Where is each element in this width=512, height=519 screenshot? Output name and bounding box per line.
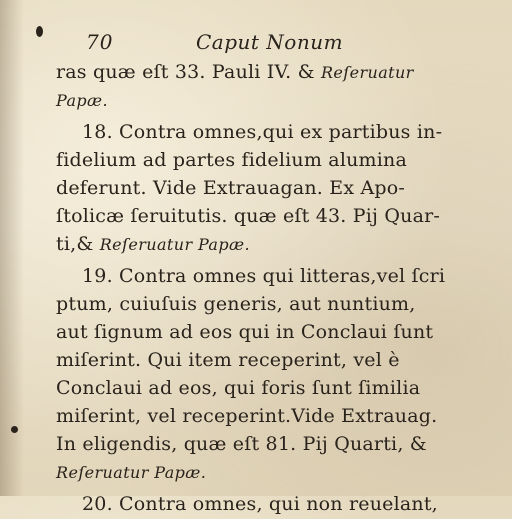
text-line: ras quæ eſt 33. Pauli IV. & Reſeruatur (56, 61, 414, 83)
text-line: Papæ. (56, 91, 108, 110)
text-line: fidelium ad partes fidelium alumina (56, 149, 407, 171)
text-line: Conclaui ad eos, qui foris ſunt ſimilia (56, 377, 421, 399)
text-line: aut ſignum ad eos qui in Conclaui ſunt (56, 321, 434, 343)
ink-spot (36, 26, 43, 37)
text-line: ti,& Reſeruatur Papæ. (56, 233, 250, 255)
text-line: Reſeruatur Papæ. (56, 463, 207, 482)
ink-spot (11, 426, 18, 433)
chapter-title: Caput Nonum (196, 30, 344, 54)
text-line: ſtolicæ ſeruitutis. quæ eſt 43. Pij Quar- (56, 205, 441, 227)
running-head (0, 30, 512, 60)
spine-shadow (0, 0, 24, 496)
body-text (56, 58, 496, 518)
text-line: ptum, cuiuſuis generis, aut nuntium, (56, 293, 416, 315)
paragraph-20-start: 20. Contra omnes, qui non reuelant, (82, 493, 438, 515)
text-line: deferunt. Vide Extrauagan. Ex Apo- (56, 177, 406, 199)
paragraph-19-start: 19. Contra omnes qui litteras,vel ſcri (82, 265, 446, 287)
text-line: miſerint. Qui item receperint, vel è (56, 349, 400, 371)
page-number: 70 (86, 30, 114, 54)
text-line: In eligendis, quæ eſt 81. Pij Quarti, & (56, 433, 427, 455)
text-line: miſerint, vel receperint.Vide Extrauag. (56, 405, 438, 427)
paragraph-18-start: 18. Contra omnes,qui ex partibus in- (82, 121, 443, 143)
